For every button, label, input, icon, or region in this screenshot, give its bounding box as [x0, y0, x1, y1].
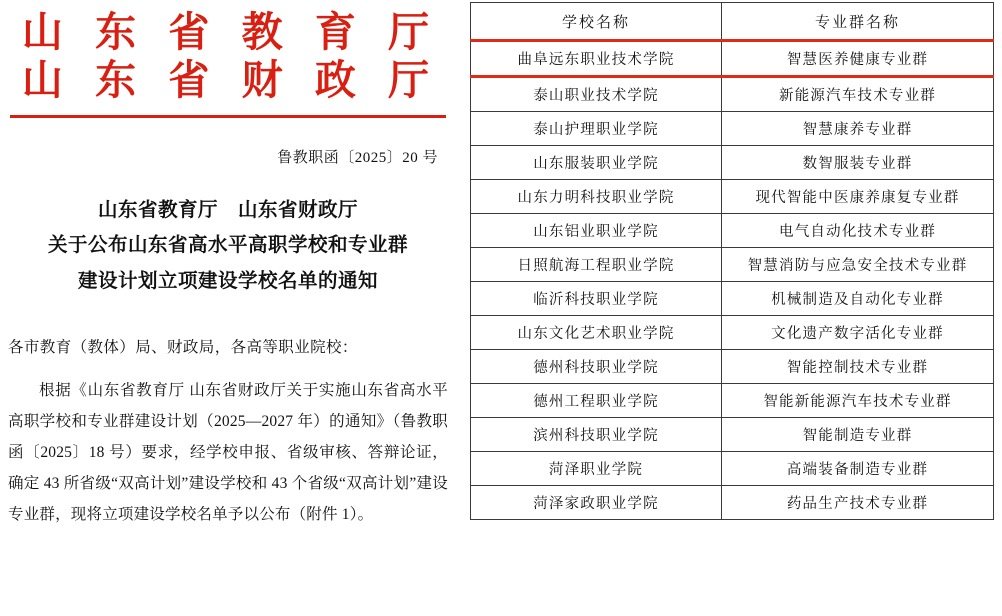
- cell-school-name: 山东铝业职业学院: [471, 214, 722, 248]
- cell-school-name: 山东文化艺术职业学院: [471, 316, 722, 350]
- cell-program-group: 电气自动化技术专业群: [722, 214, 994, 248]
- letterhead-line-1: 山 东 省 教 育 厅: [21, 9, 441, 55]
- cell-school-name: 菏泽职业学院: [471, 452, 722, 486]
- cell-program-group: 新能源汽车技术专业群: [722, 77, 994, 112]
- cell-program-group: 高端装备制造专业群: [722, 452, 994, 486]
- table-row: [471, 316, 994, 350]
- cell-school-name: 山东服装职业学院: [471, 146, 722, 180]
- letterhead-rule: [10, 115, 446, 118]
- table-row: [471, 77, 994, 112]
- cell-program-group: 智慧医养健康专业群: [722, 41, 994, 77]
- cell-school-name: 日照航海工程职业学院: [471, 248, 722, 282]
- cell-program-group: 智能控制技术专业群: [722, 350, 994, 384]
- table-row: [471, 248, 994, 282]
- salutation: 各市教育（教体）局、财政局，各高等职业院校：: [8, 339, 358, 357]
- table-row: [471, 146, 994, 180]
- school-list-table: [470, 2, 994, 520]
- title-line-3: 建设计划立项建设学校名单的通知: [77, 270, 378, 292]
- cell-program-group: 智能制造专业群: [722, 418, 994, 452]
- cell-program-group: 药品生产技术专业群: [722, 486, 994, 520]
- cell-school-name: 菏泽家政职业学院: [471, 486, 722, 520]
- cell-school-name: 泰山护理职业学院: [471, 112, 722, 146]
- cell-school-name: 德州科技职业学院: [471, 350, 722, 384]
- table-row: [471, 384, 994, 418]
- table-row: [471, 452, 994, 486]
- column-header-group: 专业群名称: [722, 3, 994, 41]
- letterhead: [8, 0, 448, 118]
- cell-school-name: 山东力明科技职业学院: [471, 180, 722, 214]
- table-header-row: [471, 3, 994, 41]
- body-paragraph-1: 根据《山东省教育厅 山东省财政厅关于实施山东省高水平高职学校和专业群建设计划（2025—2027 年）的通知》（鲁教职函〔2025〕18 号）要求，经学校申报、省级审核、答辩论证，确定 43 所省级“双高计划”建设学校和 43 个省级“双高计划”建设专业群，现将立项建设学校名单予以公布（附件 1）。: [8, 381, 448, 523]
- cell-program-group: 智慧消防与应急安全技术专业群: [722, 248, 994, 282]
- title-line-1: 山东省教育厅 山东省财政厅: [97, 199, 358, 221]
- column-header-school: 学校名称: [471, 3, 722, 41]
- table-row: [471, 350, 994, 384]
- table-row: [471, 486, 994, 520]
- notice-document: [0, 0, 462, 616]
- cell-program-group: 文化遗产数字活化专业群: [722, 316, 994, 350]
- table-row: [471, 282, 994, 316]
- table-row: [471, 112, 994, 146]
- document-number: 鲁教职函〔2025〕20 号: [277, 149, 438, 166]
- table-row: [471, 41, 994, 77]
- cell-program-group: 智能新能源汽车技术专业群: [722, 384, 994, 418]
- letterhead-line-2: 山 东 省 财 政 厅: [21, 57, 441, 104]
- table-row: [471, 180, 994, 214]
- table-row: [471, 214, 994, 248]
- cell-program-group: 现代智能中医康养康复专业群: [722, 180, 994, 214]
- table-body: [471, 41, 994, 520]
- cell-program-group: 智慧康养专业群: [722, 112, 994, 146]
- school-list-table-container: [470, 2, 994, 520]
- cell-school-name: 泰山职业技术学院: [471, 77, 722, 112]
- cell-school-name: 临沂科技职业学院: [471, 282, 722, 316]
- cell-program-group: 机械制造及自动化专业群: [722, 282, 994, 316]
- cell-school-name: 德州工程职业学院: [471, 384, 722, 418]
- title-line-2: 关于公布山东省高水平高职学校和专业群: [47, 235, 408, 257]
- cell-school-name: 滨州科技职业学院: [471, 418, 722, 452]
- table-row: [471, 418, 994, 452]
- document-title: [8, 193, 448, 299]
- table-head: [471, 3, 994, 41]
- cell-program-group: 数智服装专业群: [722, 146, 994, 180]
- cell-school-name: 曲阜远东职业技术学院: [471, 41, 722, 77]
